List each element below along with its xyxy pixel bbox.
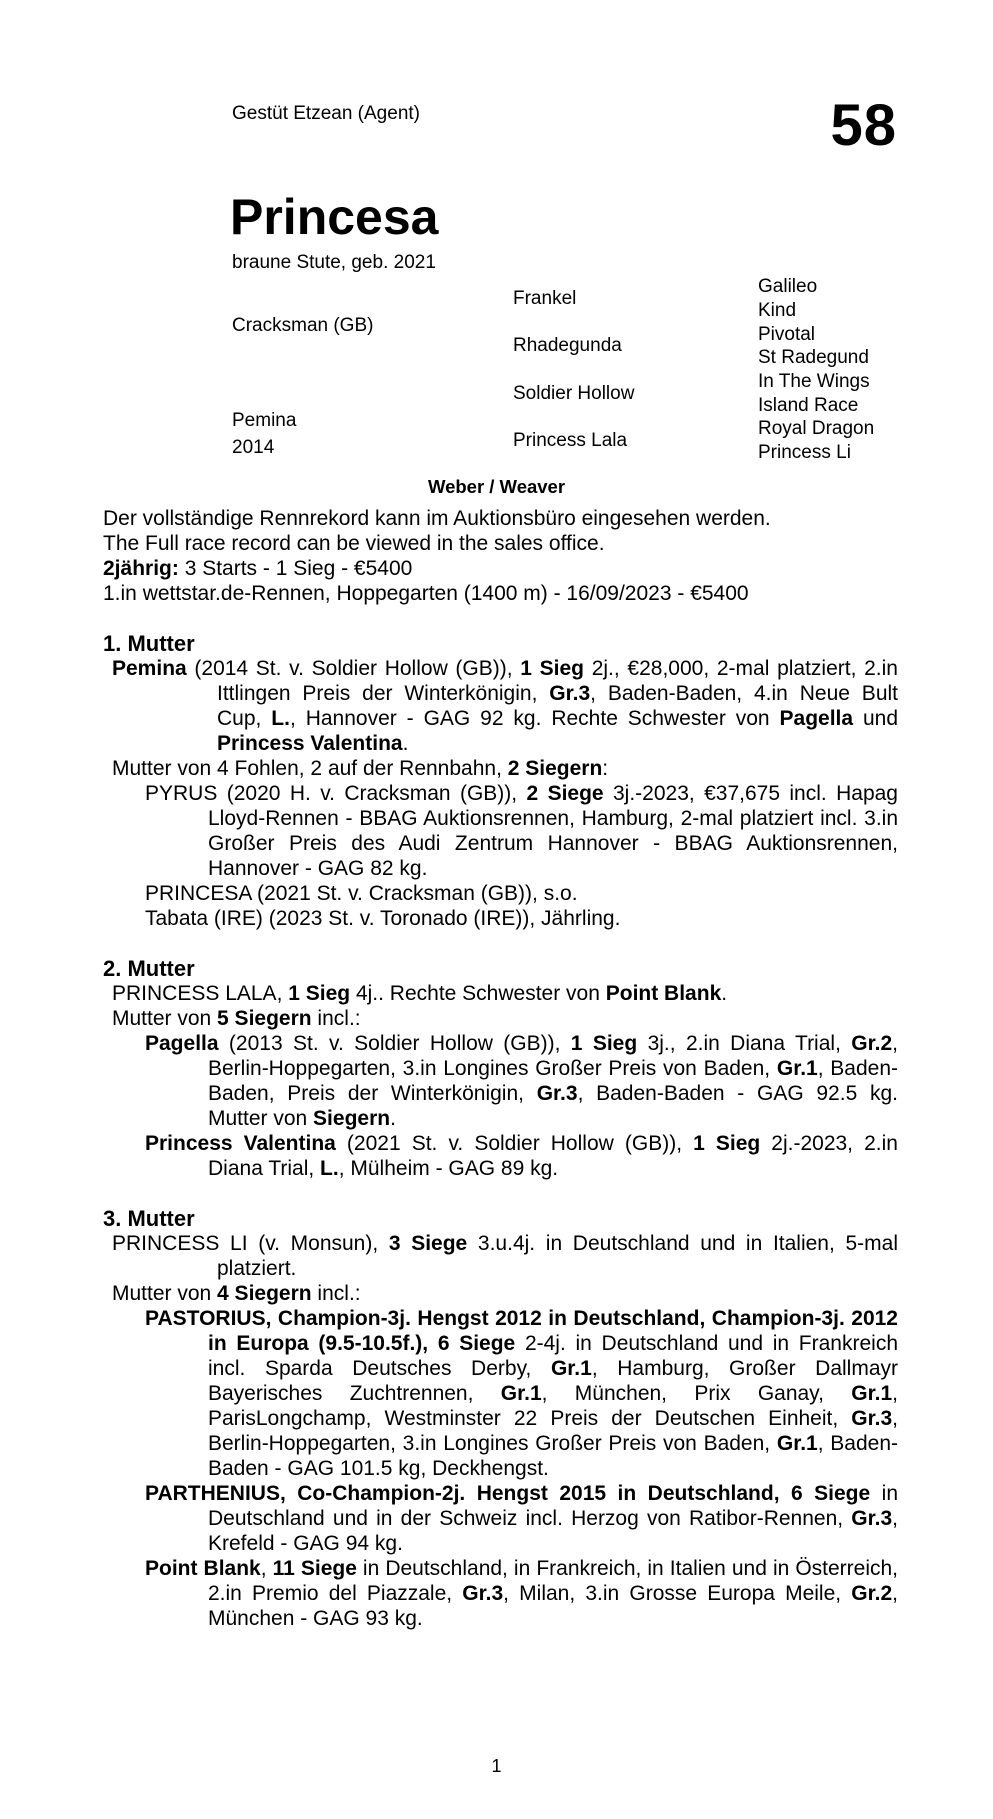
consignor: Gestüt Etzean (Agent)	[232, 103, 420, 124]
pedigree-ggen-8: Princess Li	[758, 442, 851, 463]
pedigree-dam-year: 2014	[232, 437, 275, 458]
breeder: Weber / Weaver	[427, 476, 566, 497]
pedigree-ggen-6: Island Race	[758, 395, 859, 416]
third-dam-heading: 3. Mutter	[103, 1206, 195, 1231]
second-dam-produce: Mutter von 5 Siegern incl.:	[112, 1007, 361, 1030]
pedigree-sire: Cracksman (GB)	[232, 315, 374, 336]
third-dam-runner-2: PARTHENIUS, Co-Champion-2j. Hengst 2015 in Deutschland, 6 Siege in Deutschland und in der Schweiz incl. Herzog von Ratibor-Rennen, Gr.3, Krefeld - GAG 94 kg.	[145, 1482, 899, 1555]
horse-description: braune Stute, geb. 2021	[232, 252, 436, 273]
first-dam-record: Pemina (2014 St. v. Soldier Hollow (GB)), 1 Sieg 2j., €28,000, 2-mal platziert, 2.in Ittlingen Preis der Winterkönigin, Gr.3, Baden-Baden, 4.in Neue Bult Cup, L., Hannover - GAG 92 kg. Rechte Schwester von Pagella und Princess Valentina.	[112, 657, 899, 755]
second-dam-runner-2: Princess Valentina (2021 St. v. Soldier Hollow (GB)), 1 Sieg 2j.-2023, 2.in Diana Trial, L., Mülheim - GAG 89 kg.	[145, 1132, 898, 1180]
pedigree-ggen-5: In The Wings	[758, 371, 870, 392]
first-dam-name: Pemina	[112, 657, 187, 680]
pedigree-sire-dam: Rhadegunda	[513, 335, 622, 356]
pedigree-ggen-3: Pivotal	[758, 324, 816, 345]
first-dam-produce: Mutter von 4 Fohlen, 2 auf der Rennbahn, 2 Siegern:	[112, 757, 609, 780]
first-dam-foal-3: Tabata (IRE) (2023 St. v. Toronado (IRE)), Jährling.	[145, 907, 621, 930]
age-label: 2jährig:	[103, 557, 179, 580]
two-year-stats: 2jährig: 3 Starts - 1 Sieg - €5400	[103, 557, 413, 580]
first-dam-foal-2: PRINCESA (2021 St. v. Cracksman (GB)), s.o.	[145, 882, 578, 905]
pedigree-dam-sire: Soldier Hollow	[513, 383, 635, 404]
pedigree-ggen-7: Royal Dragon	[758, 418, 875, 439]
intro-line-de: Der vollständige Rennrekord kann im Auktionsbüro eingesehen werden.	[103, 507, 771, 530]
third-dam-record: PRINCESS LI (v. Monsun), 3 Siege 3.u.4j. in Deutschland und in Italien, 5-mal platziert.	[112, 1232, 898, 1280]
pedigree-ggen-1: Galileo	[758, 276, 818, 297]
third-dam-runner-3: Point Blank, 11 Siege in Deutschland, in Frankreich, in Italien und in Österreich, 2.in Premio del Piazzale, Gr.3, Milan, 3.in Grosse Europa Meile, Gr.2, München - GAG 93 kg.	[145, 1557, 899, 1630]
second-dam-heading: 2. Mutter	[103, 956, 195, 981]
second-dam-record: PRINCESS LALA, 1 Sieg 4j.. Rechte Schwester von Point Blank.	[112, 982, 728, 1005]
third-dam-produce: Mutter von 4 Siegern incl.:	[112, 1282, 361, 1305]
lot-number: 58	[830, 93, 897, 158]
third-dam-runner-1: PASTORIUS, Champion-3j. Hengst 2012 in Deutschland, Champion-3j. 2012 in Europa (9.5-10.5f.), 6 Siege 2-4j. in Deutschland und in Frankreich incl. Sparda Deutsches Derby, Gr.1, Hamburg, Großer Dallmayr Bayerisches Zuchtrennen, Gr.1, München, Prix Ganay, Gr.1, ParisLongchamp, Westminster 22 Preis der Deutschen Einheit, Gr.3, Berlin-Hoppegarten, 3.in Longines Großer Preis von Baden, Gr.1, Baden-Baden - GAG 101.5 kg, Deckhengst.	[145, 1307, 899, 1480]
horse-name: Princesa	[230, 189, 439, 245]
race-record	[103, 506, 898, 1631]
pedigree-dam-dam: Princess Lala	[513, 430, 628, 451]
pedigree-ggen-4: St Radegund	[758, 347, 869, 368]
second-dam-runner-1: Pagella (2013 St. v. Soldier Hollow (GB)), 1 Sieg 3j., 2.in Diana Trial, Gr.2, Berlin-Hoppegarten, 3.in Longines Großer Preis von Baden, Gr.1, Baden-Baden, Preis der Winterkönigin, Gr.3, Baden-Baden - GAG 92.5 kg. Mutter von Siegern.	[145, 1032, 899, 1130]
pedigree-dam: Pemina	[232, 410, 297, 431]
pedigree-ggen-2: Kind	[758, 300, 797, 321]
pedigree-sire-sire: Frankel	[513, 288, 577, 309]
page-number: 1	[491, 1756, 502, 1776]
first-dam-heading: 1. Mutter	[103, 631, 195, 656]
first-dam-foal-1: PYRUS (2020 H. v. Cracksman (GB)), 2 Siege 3j.-2023, €37,675 incl. Hapag Lloyd-Rennen - BBAG Auktionsrennen, Hamburg, 2-mal platziert incl. 3.in Großer Preis des Audi Zentrum Hannover - BBAG Auktionsrennen, Hannover - GAG 82 kg.	[145, 782, 898, 880]
win-line: 1.in wettstar.de-Rennen, Hoppegarten (1400 m) - 16/09/2023 - €5400	[103, 582, 749, 605]
intro-line-en: The Full race record can be viewed in the sales office.	[103, 532, 605, 555]
